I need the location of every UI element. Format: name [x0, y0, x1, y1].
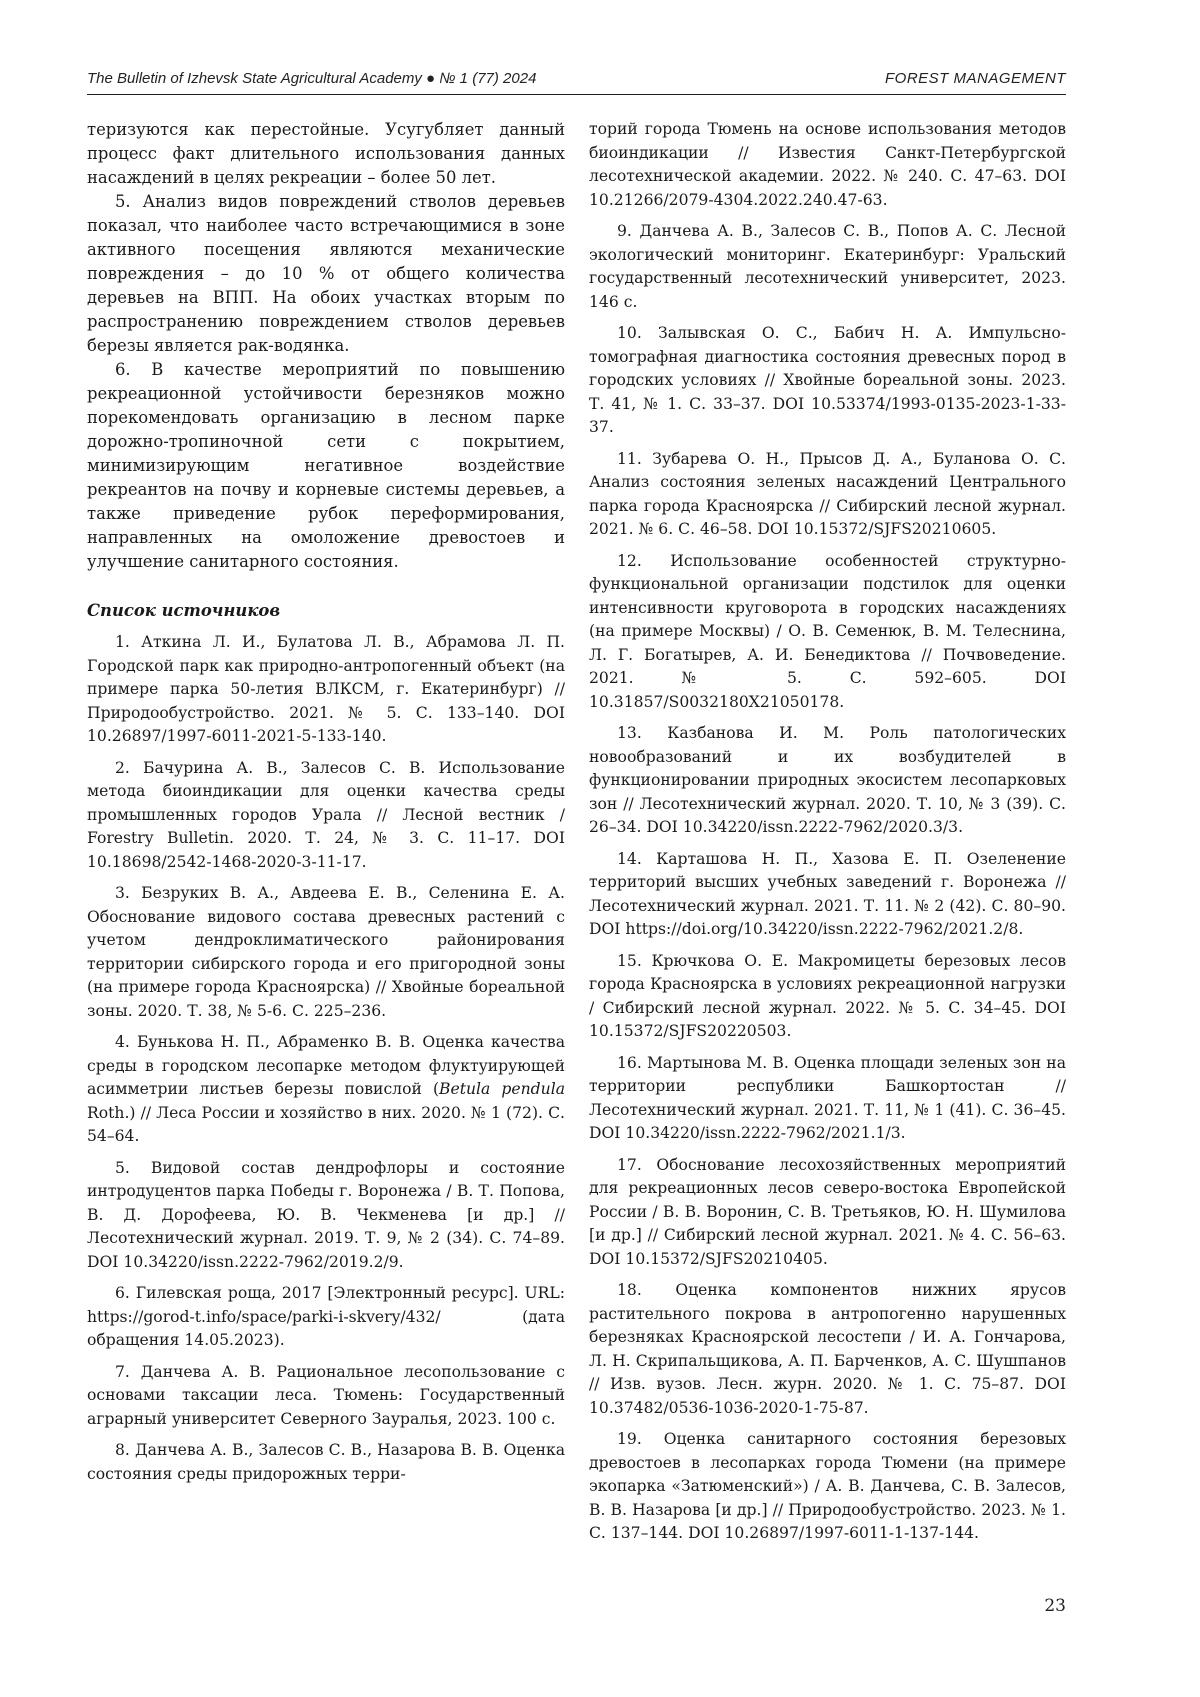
- references-title: Список источников: [87, 599, 565, 623]
- reference-text: 4. Бунькова Н. П., Абраменко В. В. Оценка качества среды в городском лесопарке методом флуктуирующей асимметрии листьев березы повислой (: [87, 1033, 565, 1098]
- reference-item: 1. Аткина Л. И., Булатова Л. В., Абрамова Л. П. Городской парк как природно-антропогенный объект (на примере парка 50-летия ВЛКСМ, г. Екатеринбург) // Природообустройство. 2021. № 5. С. 133–140. DOI 10.26897/1997-6011-2021-5-133-140.: [87, 631, 565, 749]
- reference-text: Roth.) // Леса России и хозяйство в них. 2020. № 1 (72). С. 54–64.: [87, 1104, 565, 1146]
- reference-item: 8. Данчева А. В., Залесов С. В., Назарова В. В. Оценка состояния среды придорожных терри-: [87, 1439, 565, 1486]
- paragraph-conclusion-6: 6. В качестве мероприятий по повышению рекреационной устойчивости березняков можно порекомендовать организацию в лесном парке дорожно-тропиночной сети с покрытием, минимизирующим негативное воздействие рекреантов на почву и корневые системы деревьев, а также приведение рубок переформирования, направленных на омоложение древостоев и улучшение санитарного состояния.: [87, 358, 565, 574]
- right-column: [589, 118, 1066, 1554]
- journal-title: The Bulletin of Izhevsk State Agricultural Academy ● № 1 (77) 2024: [87, 70, 536, 87]
- reference-item: 13. Казбанова И. М. Роль патологических новообразований и их возбудителей в функционировании природных экосистем лесопарковых зон // Лесотехнический журнал. 2020. Т. 10, № 3 (39). С. 26–34. DOI 10.34220/issn.2222-7962/2020.3/3.: [589, 722, 1066, 840]
- reference-item: 17. Обоснование лесохозяйственных мероприятий для рекреационных лесов северо-востока Европейской России / В. В. Воронин, С. В. Третьяков, Ю. Н. Шумилова [и др.] // Сибирский лесной журнал. 2021. № 4. С. 56–63. DOI 10.15372/SJFS20210405.: [589, 1154, 1066, 1272]
- reference-item: 16. Мартынова М. В. Оценка площади зеленых зон на территории республики Башкортостан // Лесотехнический журнал. 2021. Т. 11, № 1 (41). С. 36–45. DOI 10.34220/issn.2222-7962/2021.1/3.: [589, 1052, 1066, 1146]
- reference-item: 14. Карташова Н. П., Хазова Е. П. Озеленение территорий высших учебных заведений г. Воронежа // Лесотехнический журнал. 2021. Т. 11. № 2 (42). С. 80–90. DOI https://doi.org/10.34220/issn.2222-7962/2021.2/8.: [589, 848, 1066, 942]
- species-name: Betula pendula: [439, 1080, 565, 1098]
- section-title: FOREST MANAGEMENT: [885, 70, 1066, 87]
- reference-item: 9. Данчева А. В., Залесов С. В., Попов А. С. Лесной экологический мониторинг. Екатеринбург: Уральский государственный лесотехнический университет, 2023. 146 с.: [589, 220, 1066, 314]
- reference-item: 18. Оценка компонентов нижних ярусов растительного покрова в антропогенно нарушенных березняках Красноярской лесостепи / И. А. Гончарова, Л. Н. Скрипальщикова, А. П. Барченков, А. С. Шушпанов // Изв. вузов. Лесн. журн. 2020. № 1. С. 75–87. DOI 10.37482/0536-1036-2020-1-75-87.: [589, 1279, 1066, 1420]
- reference-item: 15. Крючкова О. Е. Макромицеты березовых лесов города Красноярска в условиях рекреационной нагрузки / Сибирский лесной журнал. 2022. № 5. С. 34–45. DOI 10.15372/SJFS20220503.: [589, 950, 1066, 1044]
- reference-item: 19. Оценка санитарного состояния березовых древостоев в лесопарках города Тюмени (на примере экопарка «Затюменский») / А. В. Данчева, С. В. Залесов, В. В. Назарова [и др.] // Природообустройство. 2023. № 1. С. 137–144. DOI 10.26897/1997-6011-1-137-144.: [589, 1428, 1066, 1546]
- page-number: 23: [1044, 1596, 1066, 1616]
- running-header: [87, 66, 1066, 95]
- reference-item: 11. Зубарева О. Н., Прысов Д. А., Буланова О. С. Анализ состояния зеленых насаждений Центрального парка города Красноярска // Сибирский лесной журнал. 2021. № 6. С. 46–58. DOI 10.15372/SJFS20210605.: [589, 448, 1066, 542]
- reference-item: 7. Данчева А. В. Рациональное лесопользование с основами таксации леса. Тюмень: Государственный аграрный университет Северного Зауралья, 2023. 100 с.: [87, 1361, 565, 1432]
- paragraph-conclusion-5: 5. Анализ видов повреждений стволов деревьев показал, что наиболее часто встречающимися в зоне активного посещения являются механические повреждения – до 10 % от общего количества деревьев на ВПП. На обоих участках вторым по распространению повреждением стволов деревьев березы является рак-водянка.: [87, 190, 565, 358]
- paragraph-continuation: теризуются как перестойные. Усугубляет данный процесс факт длительного использования данных насаждений в целях рекреации – более 50 лет.: [87, 118, 565, 190]
- left-column: [87, 118, 565, 1494]
- reference-item: 3. Безруких В. А., Авдеева Е. В., Селенина Е. А. Обоснование видового состава древесных растений с учетом дендроклиматического районирования территории сибирского города и его пригородной зоны (на примере города Красноярска) // Хвойные бореальной зоны. 2020. Т. 38, № 5-6. С. 225–236.: [87, 882, 565, 1023]
- reference-item: 6. Гилевская роща, 2017 [Электронный ресурс]. URL: https://gorod-t.info/space/parki-i-skvery/432/ (дата обращения 14.05.2023).: [87, 1282, 565, 1353]
- reference-item: [87, 1031, 565, 1149]
- reference-item: 5. Видовой состав дендрофлоры и состояние интродуцентов парка Победы г. Воронежа / В. Т. Попова, В. Д. Дорофеева, Ю. В. Чекменева [и др.] // Лесотехнический журнал. 2019. Т. 9, № 2 (34). С. 74–89. DOI 10.34220/issn.2222-7962/2019.2/9.: [87, 1157, 565, 1275]
- reference-item: 10. Залывская О. С., Бабич Н. А. Импульсно-томографная диагностика состояния древесных пород в городских условиях // Хвойные бореальной зоны. 2023. Т. 41, № 1. С. 33–37. DOI 10.53374/1993-0135-2023-1-33-37.: [589, 322, 1066, 440]
- reference-item-continuation: торий города Тюмень на основе использования методов биоиндикации // Известия Санкт-Петербургской лесотехнической академии. 2022. № 240. С. 47–63. DOI 10.21266/2079-4304.2022.240.47-63.: [589, 118, 1066, 212]
- reference-item: 2. Бачурина А. В., Залесов С. В. Использование метода биоиндикации для оценки качества среды промышленных городов Урала // Лесной вестник / Forestry Bulletin. 2020. Т. 24, № 3. С. 11–17. DOI 10.18698/2542-1468-2020-3-11-17.: [87, 757, 565, 875]
- reference-item: 12. Использование особенностей структурно-функциональной организации подстилок для оценки интенсивности круговорота в городских насаждениях (на примере Москвы) / О. В. Семенюк, В. М. Телеснина, Л. Г. Богатырев, А. И. Бенедиктова // Почвоведение. 2021. № 5. С. 592–605. DOI 10.31857/S0032180X21050178.: [589, 550, 1066, 715]
